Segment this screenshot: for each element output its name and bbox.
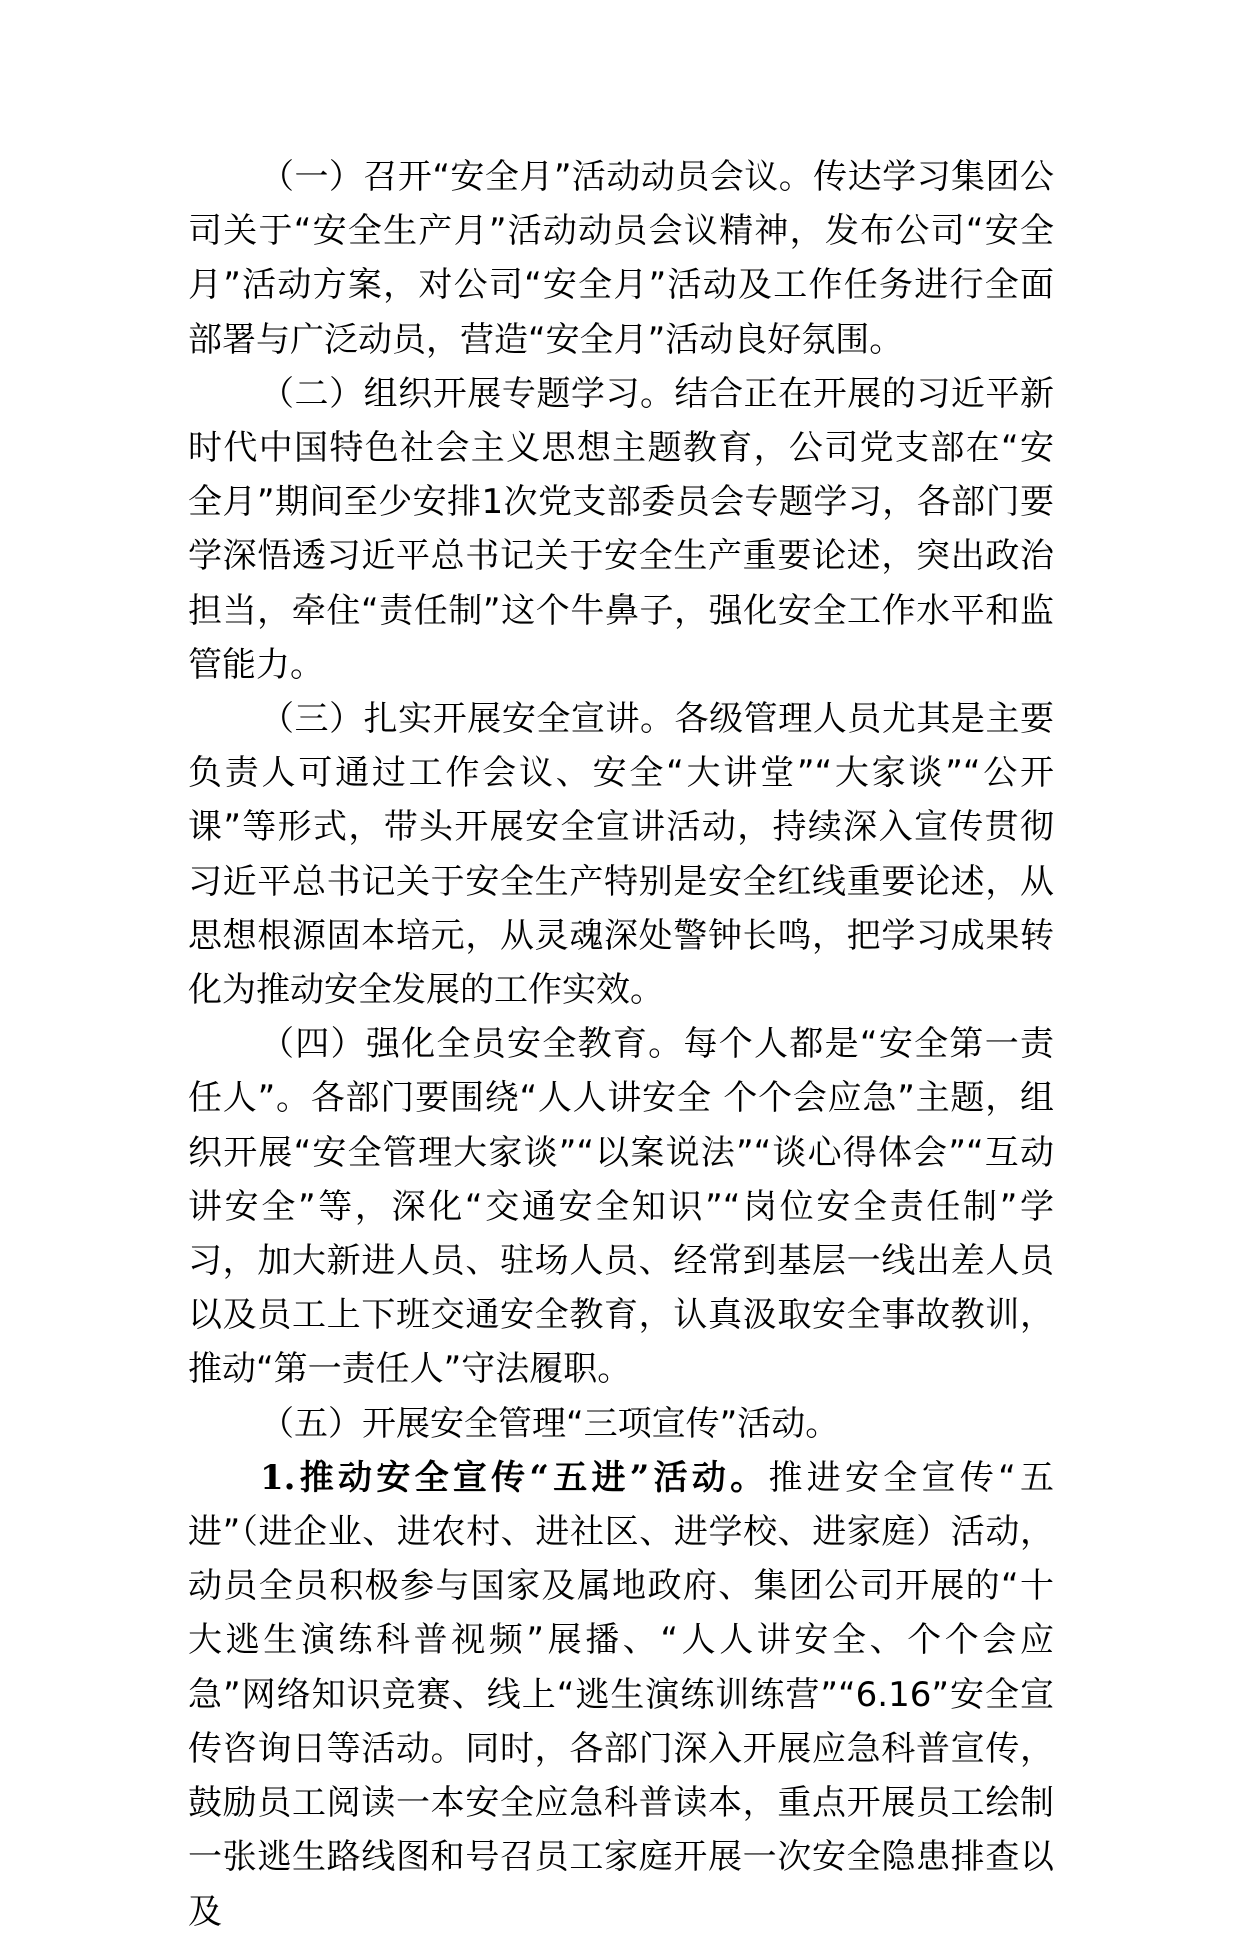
paragraph-body-text: 推进安全宣传“五进”（进企业、进农村、进社区、进学校、进家庭）活动，动员全员积极参与国家及属地政府、集团公司开展的“十大逃生演练科普视频”展播、“人人讲安全、个个会应急”网络知识竞赛、线上“逃生演练训练营”“6.16”安全宣传咨询日等活动。同时，各部门深入开展应急科普宣传，鼓励员工阅读一本安全应急科普读本，重点开展员工绘制一张逃生路线图和号召员工家庭开展一次安全隐患排查以及 bbox=[188, 1457, 1054, 1932]
document-page bbox=[188, 150, 1054, 1939]
paragraph-mobilization-meeting: （一）召开“安全月”活动动员会议。传达学习集团公司关于“安全生产月”活动动员会议精神，发布公司“安全月”活动方案，对公司“安全月”活动及工作任务进行全面部署与广泛动员，营造“安全月”活动良好氛围。 bbox=[188, 157, 1054, 360]
paragraph-lead-heading: 1.推动安全宣传“五进”活动。 bbox=[260, 1457, 769, 1498]
paragraph-five-entries-campaign bbox=[188, 1451, 1054, 1939]
paragraph-safety-lectures: （三）扎实开展安全宣讲。各级管理人员尤其是主要负责人可通过工作会议、安全“大讲堂”“大家谈”“公开课”等形式，带头开展安全宣讲活动，持续深入宣传贯彻习近平总书记关于安全生产特别是安全红线重要论述，从思想根源固本培元，从灵魂深处警钟长鸣，把学习成果转化为推动安全发展的工作实效。 bbox=[188, 699, 1054, 1011]
paragraph-three-publicity-activities: （五）开展安全管理“三项宣传”活动。 bbox=[260, 1403, 840, 1444]
paragraph-special-study: （二）组织开展专题学习。结合正在开展的习近平新时代中国特色社会主义思想主题教育，公司党支部在“安全月”期间至少安排1次党支部委员会专题学习，各部门要学深悟透习近平总书记关于安全生产重要论述，突出政治担当，牵住“责任制”这个牛鼻子，强化安全工作水平和监管能力。 bbox=[188, 373, 1054, 685]
paragraph-staff-safety-education: （四）强化全员安全教育。每个人都是“安全第一责任人”。各部门要围绕“人人讲安全 个个会应急”主题，组织开展“安全管理大家谈”“以案说法”“谈心得体会”“互动讲安全”等，深化“交通安全知识”“岗位安全责任制”学习，加大新进人员、驻场人员、经常到基层一线出差人员以及员工上下班交通安全教育，认真汲取安全事故教训，推动“第一责任人”守法履职。 bbox=[188, 1024, 1054, 1390]
